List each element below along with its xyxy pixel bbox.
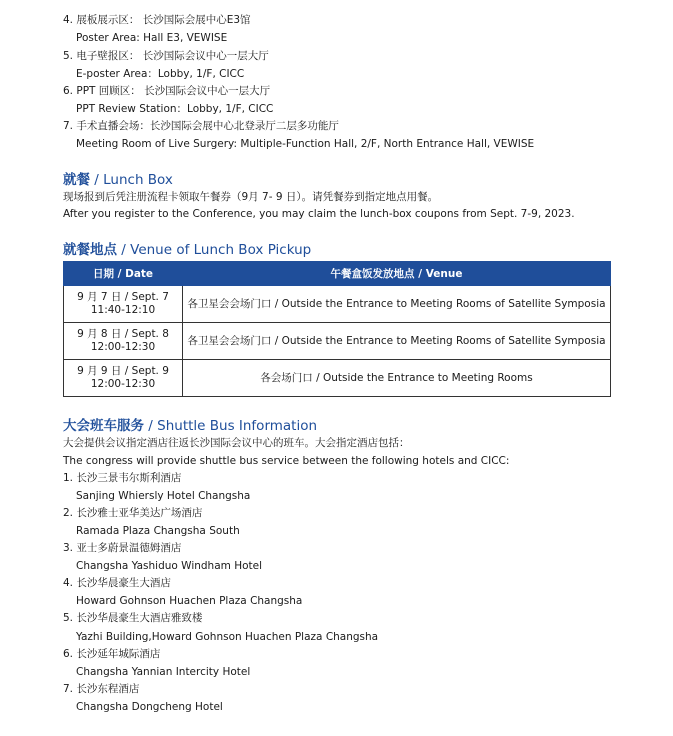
date-text: 9 月 7 日 / Sept. 7 <box>77 291 169 303</box>
hotel-2-zh: 2. 长沙雅士亚华美达广场酒店 <box>63 507 203 519</box>
lunch-box-heading <box>63 172 173 188</box>
area-7-zh: 7. 手术直播会场：长沙国际会展中心北登录厅二层多功能厅 <box>63 120 339 132</box>
table-row <box>64 360 611 397</box>
time-text: 12:00-12:30 <box>90 341 156 353</box>
hotel-1-zh: 1. 长沙三景韦尔斯利酒店 <box>63 472 182 484</box>
hotel-3-en: Changsha Yashiduo Windham Hotel <box>76 560 263 572</box>
venue-column-header: 午餐盒饭发放地点 / Venue <box>183 262 611 286</box>
time-text: 11:40-12:10 <box>90 304 156 316</box>
hotel-2-en: Ramada Plaza Changsha South <box>76 525 240 537</box>
lunch-box-heading-en: / Lunch Box <box>90 172 173 188</box>
venue-heading-zh: 就餐地点 <box>63 242 117 258</box>
shuttle-heading-en: / Shuttle Bus Information <box>144 418 318 434</box>
hotel-3-zh: 3. 亚士多蔚景温德姆酒店 <box>63 542 182 554</box>
venue-heading-en: / Venue of Lunch Box Pickup <box>117 242 312 258</box>
hotel-7-en: Changsha Dongcheng Hotel <box>76 701 223 713</box>
area-6-en: PPT Review Station：Lobby, 1/F, CICC <box>76 103 274 115</box>
venue-cell: 各卫星会会场门口 / Outside the Entrance to Meeting Rooms of Satellite Symposia <box>183 323 611 360</box>
hotel-1-en: Sanjing Whiersly Hotel Changsha <box>76 490 251 502</box>
lunch-venue-table <box>63 261 611 397</box>
venue-heading <box>63 242 311 258</box>
lunch-box-text-en: After you register to the Conference, you may claim the lunch-box coupons from Sept. 7-9, 2023. <box>63 208 575 220</box>
hotel-7-zh: 7. 长沙东程酒店 <box>63 683 140 695</box>
table-row <box>64 323 611 360</box>
table-row <box>64 286 611 323</box>
area-6-zh: 6. PPT 回顾区： 长沙国际会议中心一层大厅 <box>63 85 271 97</box>
area-5-zh: 5. 电子壁报区： 长沙国际会议中心一层大厅 <box>63 50 269 62</box>
table-header-row <box>64 262 611 286</box>
hotel-4-en: Howard Gohnson Huachen Plaza Changsha <box>76 595 303 607</box>
lunch-box-heading-zh: 就餐 <box>63 172 90 188</box>
shuttle-heading <box>63 418 317 434</box>
date-cell <box>64 286 183 323</box>
date-text: 9 月 8 日 / Sept. 8 <box>77 328 169 340</box>
lunch-box-text-zh: 现场报到后凭注册流程卡领取午餐券（9月 7- 9 日）。请凭餐券到指定地点用餐。 <box>63 191 439 203</box>
shuttle-heading-zh: 大会班车服务 <box>63 418 144 434</box>
date-cell <box>64 323 183 360</box>
hotel-6-zh: 6. 长沙延年城际酒店 <box>63 648 161 660</box>
time-text: 12:00-12:30 <box>90 378 156 390</box>
hotel-5-zh: 5. 长沙华晨豪生大酒店雅致楼 <box>63 612 203 624</box>
area-5-en: E-poster Area：Lobby, 1/F, CICC <box>76 68 245 80</box>
area-7-en: Meeting Room of Live Surgery: Multiple-Function Hall, 2/F, North Entrance Hall, VEWISE <box>76 138 535 150</box>
area-4-en: Poster Area: Hall E3, VEWISE <box>76 32 228 44</box>
venue-cell: 各会场门口 / Outside the Entrance to Meeting Rooms <box>183 360 611 397</box>
date-column-header: 日期 / Date <box>64 262 183 286</box>
date-text: 9 月 9 日 / Sept. 9 <box>77 365 169 377</box>
hotel-5-en: Yazhi Building,Howard Gohnson Huachen Plaza Changsha <box>76 631 379 643</box>
venue-cell: 各卫星会会场门口 / Outside the Entrance to Meeting Rooms of Satellite Symposia <box>183 286 611 323</box>
area-4-zh: 4. 展板展示区： 长沙国际会展中心E3馆 <box>63 14 251 26</box>
hotel-4-zh: 4. 长沙华晨豪生大酒店 <box>63 577 171 589</box>
shuttle-text-en: The congress will provide shuttle bus service between the following hotels and CICC: <box>63 455 510 467</box>
hotel-6-en: Changsha Yannian Intercity Hotel <box>76 666 251 678</box>
date-cell <box>64 360 183 397</box>
shuttle-text-zh: 大会提供会议指定酒店往返长沙国际会议中心的班车。大会指定酒店包括： <box>63 437 410 449</box>
